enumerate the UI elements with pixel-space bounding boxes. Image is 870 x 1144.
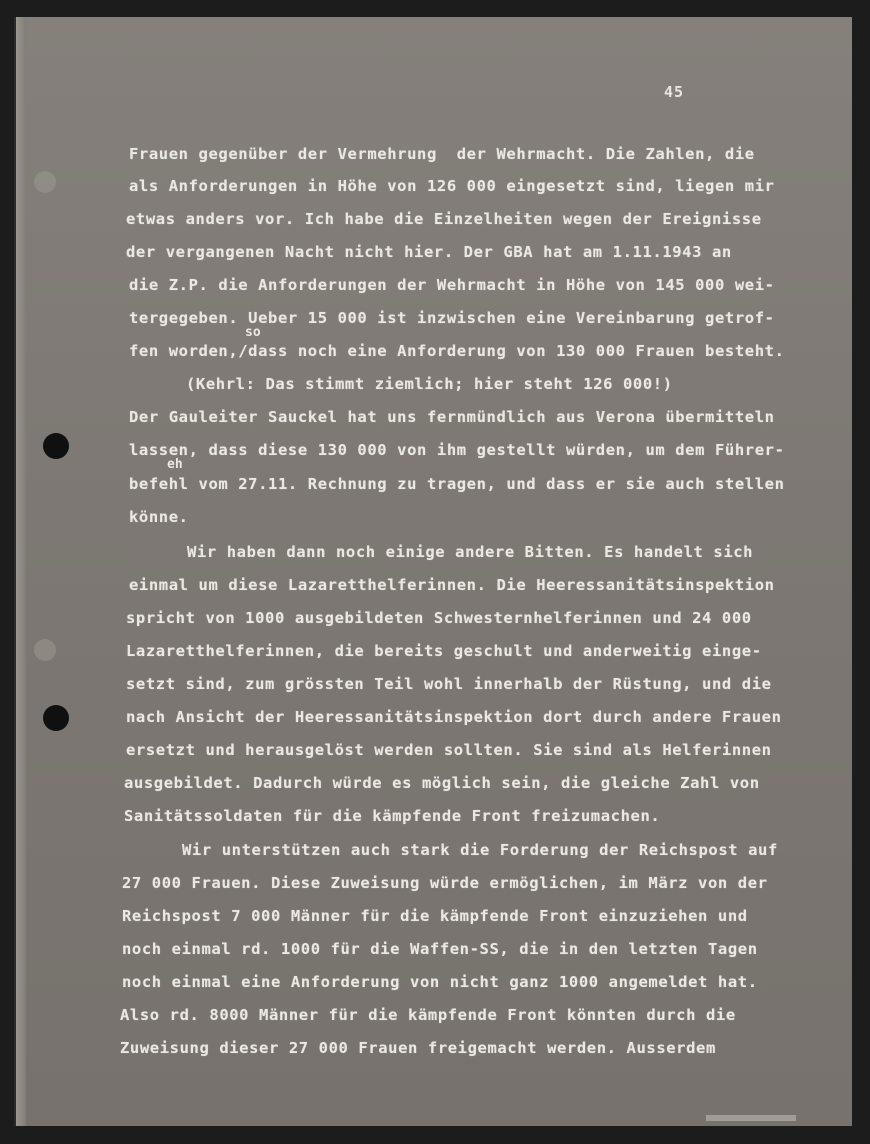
text-line: Wir unterstützen auch stark die Forderung der Reichspost auf	[182, 841, 778, 859]
text-line: (Kehrl: Das stimmt ziemlich; hier steht 126 000!)	[186, 375, 673, 393]
text-line: Also rd. 8000 Männer für die kämpfende Front könnten durch die	[120, 1006, 736, 1024]
text-line: tergegeben. Ueber 15 000 ist inzwischen eine Vereinbarung getrof-	[129, 309, 775, 327]
text-line: als Anforderungen in Höhe von 126 000 eingesetzt sind, liegen mir	[129, 177, 775, 195]
text-line: ersetzt und herausgelöst werden sollten. Sie sind als Helferinnen	[126, 741, 772, 759]
text-line: Reichspost 7 000 Männer für die kämpfende Front einzuziehen und	[122, 907, 748, 925]
text-line: setzt sind, zum grössten Teil wohl innerhalb der Rüstung, und die	[126, 675, 772, 693]
text-line: etwas anders vor. Ich habe die Einzelheiten wegen der Ereignisse	[126, 210, 762, 228]
typed-text-body	[16, 17, 852, 1126]
text-line: noch einmal eine Anforderung von nicht ganz 1000 angemeldet hat.	[122, 973, 758, 991]
document-page	[14, 17, 852, 1126]
text-line: der vergangenen Nacht nicht hier. Der GBA hat am 1.11.1943 an	[126, 243, 732, 261]
text-line: einmal um diese Lazaretthelferinnen. Die Heeressanitätsinspektion	[129, 576, 775, 594]
text-line: fen worden,/dass noch eine Anforderung von 130 000 Frauen besteht.	[129, 342, 785, 360]
text-line: Der Gauleiter Sauckel hat uns fernmündlich aus Verona übermitteln	[129, 408, 775, 426]
text-line: befehl vom 27.11. Rechnung zu tragen, und dass er sie auch stellen	[129, 475, 785, 493]
text-line: nach Ansicht der Heeressanitätsinspektion dort durch andere Frauen	[126, 708, 782, 726]
handwritten-insert: eh	[167, 457, 183, 472]
text-line: 27 000 Frauen. Diese Zuweisung würde ermöglichen, im März von der	[122, 874, 768, 892]
text-line: Frauen gegenüber der Vermehrung der Wehrmacht. Die Zahlen, die	[129, 145, 755, 163]
text-line: die Z.P. die Anforderungen der Wehrmacht in Höhe von 145 000 wei-	[129, 276, 775, 294]
text-line: Zuweisung dieser 27 000 Frauen freigemacht werden. Ausserdem	[120, 1039, 716, 1057]
page-number: 45	[664, 83, 685, 101]
handwritten-insert: so	[245, 325, 261, 340]
text-line: spricht von 1000 ausgebildeten Schwesternhelferinnen und 24 000	[126, 609, 752, 627]
text-line: Wir haben dann noch einige andere Bitten. Es handelt sich	[187, 543, 754, 561]
text-line: Sanitätssoldaten für die kämpfende Front freizumachen.	[124, 807, 661, 825]
text-line: könne.	[129, 508, 189, 526]
text-line: Lazaretthelferinnen, die bereits geschult und anderweitig einge-	[126, 642, 762, 660]
text-line: noch einmal rd. 1000 für die Waffen-SS, die in den letzten Tagen	[122, 940, 758, 958]
text-line: ausgebildet. Dadurch würde es möglich sein, die gleiche Zahl von	[124, 774, 760, 792]
cut-off-bottom-text	[706, 1115, 796, 1121]
text-line: lassen, dass diese 130 000 von ihm gestellt würden, um dem Führer-	[129, 441, 785, 459]
